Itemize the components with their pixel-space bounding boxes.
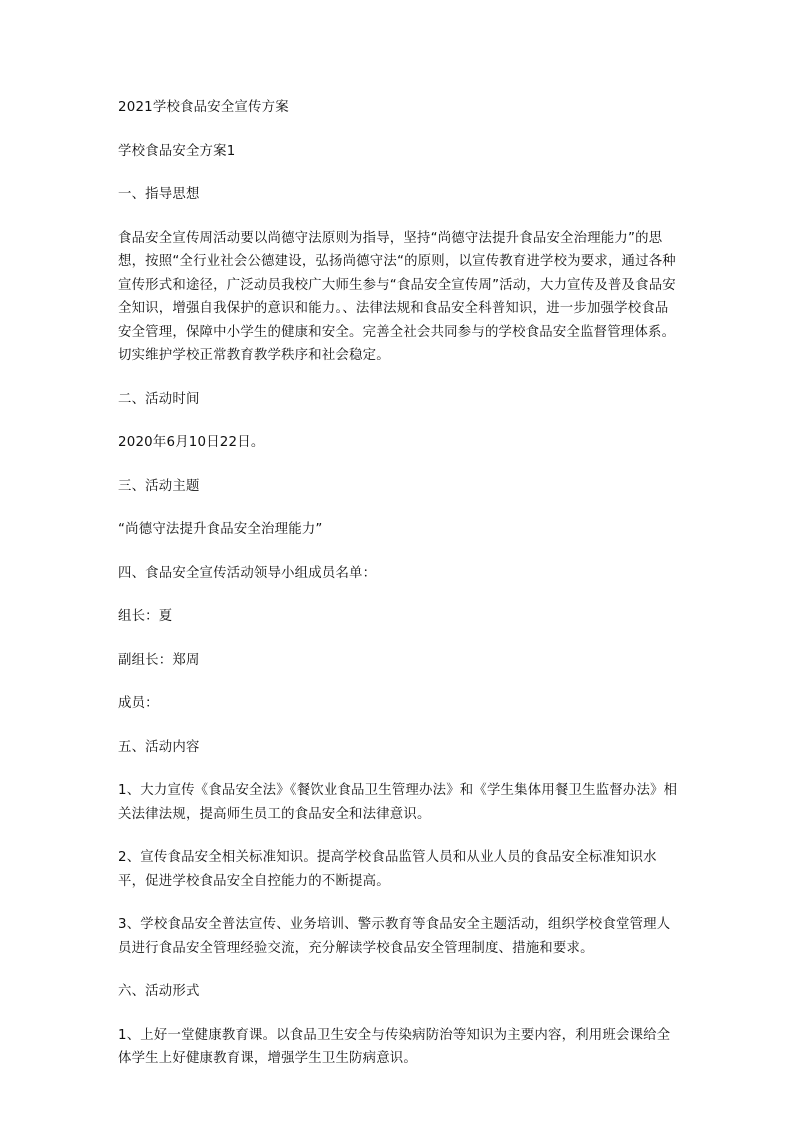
paragraph-deputy-leader: 副组长：郑周 [118,652,200,668]
section-heading-leadership-group: 四、食品安全宣传活动领导小组成员名单： [118,565,377,581]
section-heading-activity-form: 六、活动形式 [118,984,200,999]
document-body [118,96,678,1089]
section-heading-activity-content: 五、活动内容 [118,739,200,755]
section-heading-guiding-ideology: 一、指导思想 [118,187,200,202]
document-subtitle: 学校食品安全方案1 [118,143,236,159]
section-heading-activity-theme: 三、活动主题 [118,478,200,494]
paragraph-content-item-1: 1、大力宣传《食品安全法》《餐饮业食品卫生管理办法》和《学生集体用餐卫生监督办法》相关法律法规，提高师生员工的食品安全和法律意识。 [118,783,678,822]
paragraph-members: 成员： [118,696,159,711]
paragraph-guiding-ideology: 食品安全宣传周活动要以尚德守法原则为指导，坚持“尚德守法提升食品安全治理能力”的思想，按照“全行业社会公德建设，弘扬尚德守法“的原则，以宣传教育进学校为要求，通过各种宣传形式和途径，广泛动员我校广大师生参与“食品安全宣传周”活动，大力宣传及普及食品安全知识，增强自我保护的意识和能力。、法律法规和食品安全科普知识，进一步加强学校食品安全管理，保障中小学生的健康和安全。完善全社会共同参与的学校食品安全监督管理体系。切实维护学校正常教育教学秩序和社会稳定。 [118,230,676,363]
paragraph-content-item-2: 2、宣传食品安全相关标准知识。提高学校食品监管人员和从业人员的食品安全标准知识水平，促进学校食品安全自控能力的不断提高。 [118,850,657,889]
paragraph-group-leader: 组长：夏 [118,609,173,624]
paragraph-form-item-1: 1、上好一堂健康教育课。以食品卫生安全与传染病防治等知识为主要内容，利用班会课给全体学生上好健康教育课，增强学生卫生防病意识。 [118,1027,671,1066]
paragraph-activity-time: 2020年6月10日22日。 [118,435,265,450]
paragraph-activity-theme: “尚德守法提升食品安全治理能力” [118,522,323,537]
section-heading-activity-time: 二、活动时间 [118,391,200,407]
paragraph-content-item-3: 3、学校食品安全普法宣传、业务培训、警示教育等食品安全主题活动，组织学校食堂管理人员进行食品安全管理经验交流，充分解读学校食品安全管理制度、措施和要求。 [118,917,671,956]
document-title: 2021学校食品安全宣传方案 [118,100,289,115]
